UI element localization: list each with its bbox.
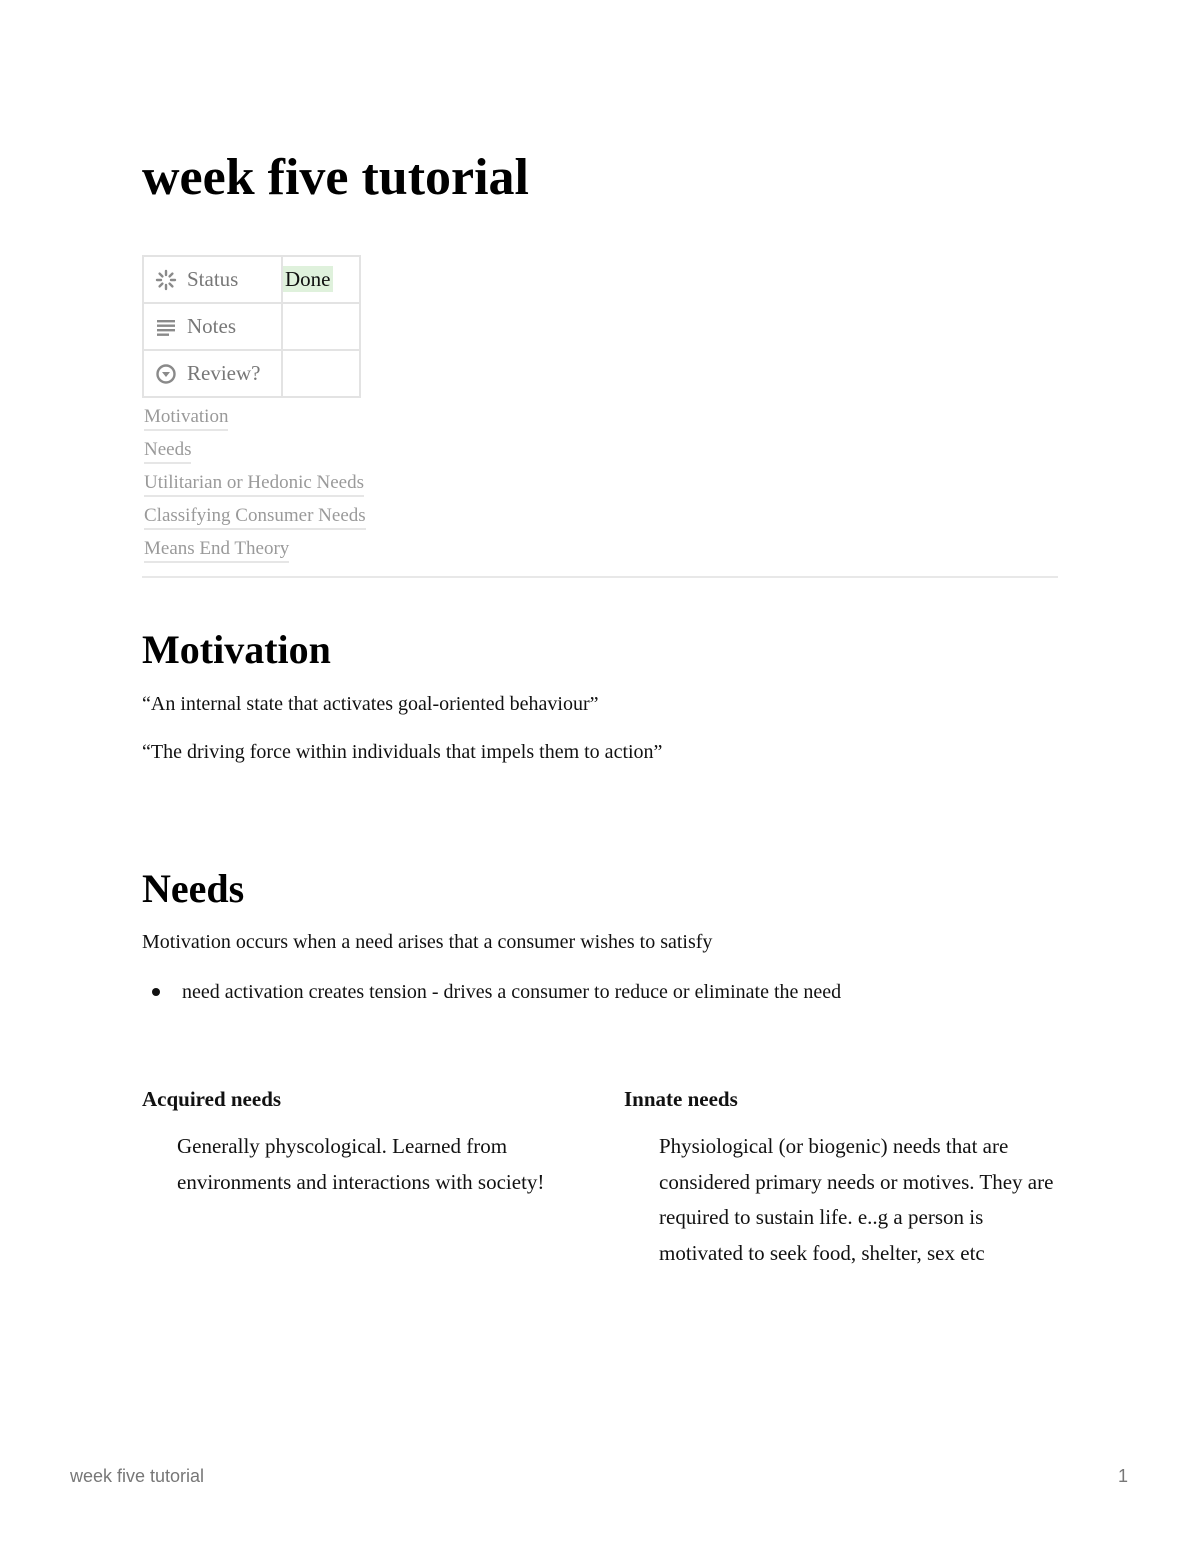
page-number: 1 (1118, 1466, 1129, 1486)
toc-link-motivation[interactable]: Motivation (144, 405, 228, 431)
property-value-cell[interactable] (282, 350, 360, 397)
list-item-text: need activation creates tension - drives a consumer to reduce or eliminate the need (182, 981, 842, 1003)
acquired-needs-text: Generally physcological. Learned from environments and interactions with society! (177, 1134, 545, 1194)
notes-icon (154, 315, 178, 339)
property-label: Review? (187, 361, 261, 385)
status-badge[interactable]: Done (285, 267, 331, 291)
review-icon (154, 362, 178, 386)
property-row-review (143, 350, 360, 397)
property-name-cell[interactable] (143, 350, 282, 397)
innate-needs-title: Innate needs (624, 1087, 738, 1111)
list-item (152, 979, 841, 1005)
status-icon (154, 268, 178, 292)
footer-title: week five tutorial (70, 1466, 205, 1486)
property-label: Status (187, 267, 239, 291)
property-row-status (143, 256, 360, 303)
property-row-notes (143, 303, 360, 350)
property-name-cell[interactable] (143, 256, 282, 303)
toc-link-needs[interactable]: Needs (144, 438, 191, 464)
toc-link-classifying-consumer-needs[interactable]: Classifying Consumer Needs (144, 504, 366, 530)
property-value-cell[interactable] (282, 303, 360, 350)
motivation-quote-2: “The driving force within individuals that impels them to action” (142, 741, 663, 763)
page-title: week five tutorial (142, 149, 530, 206)
table-of-contents (144, 405, 366, 570)
bullet-icon (152, 988, 160, 996)
acquired-needs-title: Acquired needs (142, 1087, 282, 1111)
divider (142, 576, 1058, 578)
motivation-quote-1: “An internal state that activates goal-oriented behaviour” (142, 693, 599, 715)
needs-intro: Motivation occurs when a need arises that a consumer wishes to satisfy (142, 931, 713, 953)
toc-link-means-end-theory[interactable]: Means End Theory (144, 537, 289, 563)
innate-needs-text: Physiological (or biogenic) needs that are considered primary needs or motives. They are required to sustain life. e..g a person is motivated to seek food, shelter, sex etc (659, 1134, 1054, 1265)
properties-table (142, 255, 361, 398)
property-name-cell[interactable] (143, 303, 282, 350)
toc-link-utilitarian-hedonic-needs[interactable]: Utilitarian or Hedonic Needs (144, 471, 364, 497)
motivation-heading: Motivation (142, 627, 331, 672)
property-label: Notes (187, 314, 236, 338)
needs-heading: Needs (142, 866, 245, 911)
property-value-cell[interactable] (282, 256, 360, 303)
